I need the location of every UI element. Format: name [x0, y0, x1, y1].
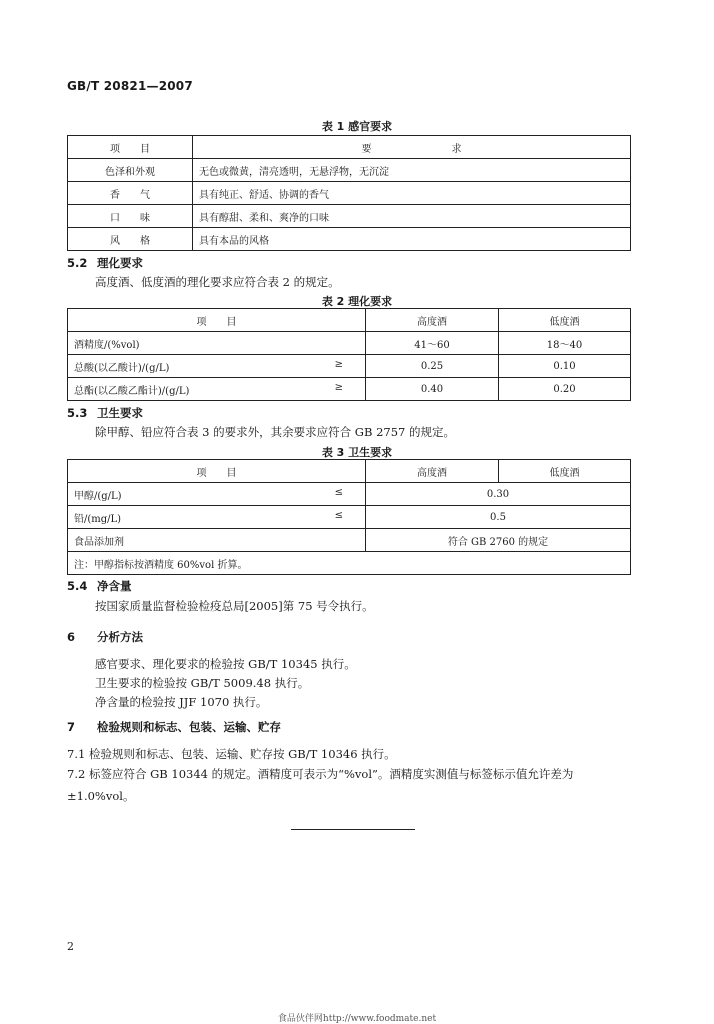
section-7-heading	[67, 719, 281, 735]
comparison-symbol: ≤	[334, 486, 343, 498]
table-row	[68, 205, 631, 228]
table1-requirement: 具有本品的风格	[193, 228, 631, 251]
section-title: 检验规则和标志、包装、运输、贮存	[97, 720, 281, 734]
table2-physicochemical-requirements	[67, 308, 631, 401]
item-label: 甲醇/(g/L)	[74, 490, 122, 502]
comparison-symbol: ≥	[334, 381, 343, 393]
table3-value: 0.5	[366, 506, 631, 529]
table2-low-value: 18～40	[499, 332, 631, 355]
table2-header-high: 高度酒	[366, 309, 499, 332]
section-6-line: 净含量的检验按 JJF 1070 执行。	[95, 695, 268, 709]
section-5-4-heading	[67, 578, 132, 594]
section-5-3-heading	[67, 405, 143, 421]
item-label: 总酸(以乙酸计)/(g/L)	[74, 362, 170, 374]
table1-item: 口 味	[68, 205, 193, 228]
section-number: 6	[67, 630, 76, 644]
table1-item: 香 气	[68, 182, 193, 205]
table3-item	[68, 506, 366, 529]
table-row	[68, 332, 631, 355]
table3-header-low: 低度酒	[499, 460, 631, 483]
table2-caption: 表 2 理化要求	[321, 295, 393, 308]
section-6-line: 感官要求、理化要求的检验按 GB/T 10345 执行。	[95, 657, 356, 671]
section-7-2-text: 7.2 标签应符合 GB 10344 的规定。酒精度可表示为“%vol”。酒精度实测值与标签标示值允许差为±1.0%vol。	[67, 767, 574, 803]
table3-header-item: 项 目	[68, 460, 366, 483]
table2-header-item: 项 目	[68, 309, 366, 332]
table3-hygiene-requirements	[67, 459, 631, 575]
table-row	[68, 228, 631, 251]
item-label: 酒精度/(%vol)	[74, 339, 140, 351]
table-row	[68, 483, 631, 506]
table-row	[68, 529, 631, 552]
section-5-3-text: 除甲醇、铅应符合表 3 的要求外，其余要求应符合 GB 2757 的规定。	[95, 425, 455, 439]
item-label: 总酯(以乙酸乙酯计)/(g/L)	[74, 385, 190, 397]
table3-note: 注：甲醇指标按酒精度 60%vol 折算。	[68, 552, 631, 575]
section-number: 5.4	[67, 579, 88, 593]
comparison-symbol: ≤	[334, 509, 343, 521]
table-row	[68, 506, 631, 529]
page-number: 2	[67, 940, 74, 953]
section-6-line: 卫生要求的检验按 GB/T 5009.48 执行。	[95, 676, 310, 690]
table2-item	[68, 378, 366, 401]
table3-value: 符合 GB 2760 的规定	[366, 529, 631, 552]
section-number: 5.2	[67, 256, 88, 270]
table1-sensory-requirements	[67, 135, 631, 251]
comparison-symbol: ≥	[334, 358, 343, 370]
section-number: 5.3	[67, 406, 88, 420]
footer-watermark: 食品伙伴网http://www.foodmate.net	[277, 1014, 437, 1024]
table2-item	[68, 355, 366, 378]
standard-code-header: GB/T 20821—2007	[67, 79, 193, 93]
table2-low-value: 0.10	[499, 355, 631, 378]
table2-high-value: 0.40	[366, 378, 499, 401]
table1-requirement: 具有醇甜、柔和、爽净的口味	[193, 205, 631, 228]
table-row	[68, 378, 631, 401]
section-title: 分析方法	[97, 630, 143, 644]
table2-high-value: 41～60	[366, 332, 499, 355]
section-7-1-text: 7.1 检验规则和标志、包装、运输、贮存按 GB/T 10346 执行。	[67, 747, 396, 761]
section-number: 7	[67, 720, 76, 734]
section-title: 净含量	[97, 579, 132, 593]
table3-header-high: 高度酒	[366, 460, 499, 483]
table-row	[68, 552, 631, 575]
table-row	[68, 159, 631, 182]
section-5-2-heading	[67, 255, 143, 271]
table3-value: 0.30	[366, 483, 631, 506]
item-label: 铅/(mg/L)	[74, 513, 122, 525]
table3-item	[68, 483, 366, 506]
table1-caption: 表 1 感官要求	[321, 120, 393, 133]
table1-requirement: 无色或微黄，清亮透明，无悬浮物，无沉淀	[193, 159, 631, 182]
table1-item: 色泽和外观	[68, 159, 193, 182]
item-label: 食品添加剂	[74, 536, 124, 548]
table1-header-item: 项 目	[68, 136, 193, 159]
table2-high-value: 0.25	[366, 355, 499, 378]
table2-low-value: 0.20	[499, 378, 631, 401]
table1-header-requirement: 要 求	[193, 136, 631, 159]
table2-item	[68, 332, 366, 355]
section-5-2-text: 高度酒、低度酒的理化要求应符合表 2 的规定。	[95, 275, 340, 289]
table-row	[68, 182, 631, 205]
section-5-4-text: 按国家质量监督检验检疫总局[2005]第 75 号令执行。	[95, 599, 374, 613]
table2-header-low: 低度酒	[499, 309, 631, 332]
section-6-heading	[67, 629, 143, 645]
table3-caption: 表 3 卫生要求	[321, 446, 393, 459]
table1-item: 风 格	[68, 228, 193, 251]
section-title: 理化要求	[97, 256, 143, 270]
table1-requirement: 具有纯正、舒适、协调的香气	[193, 182, 631, 205]
section-title: 卫生要求	[97, 406, 143, 420]
table-row	[68, 355, 631, 378]
end-divider	[291, 829, 415, 830]
table3-item	[68, 529, 366, 552]
